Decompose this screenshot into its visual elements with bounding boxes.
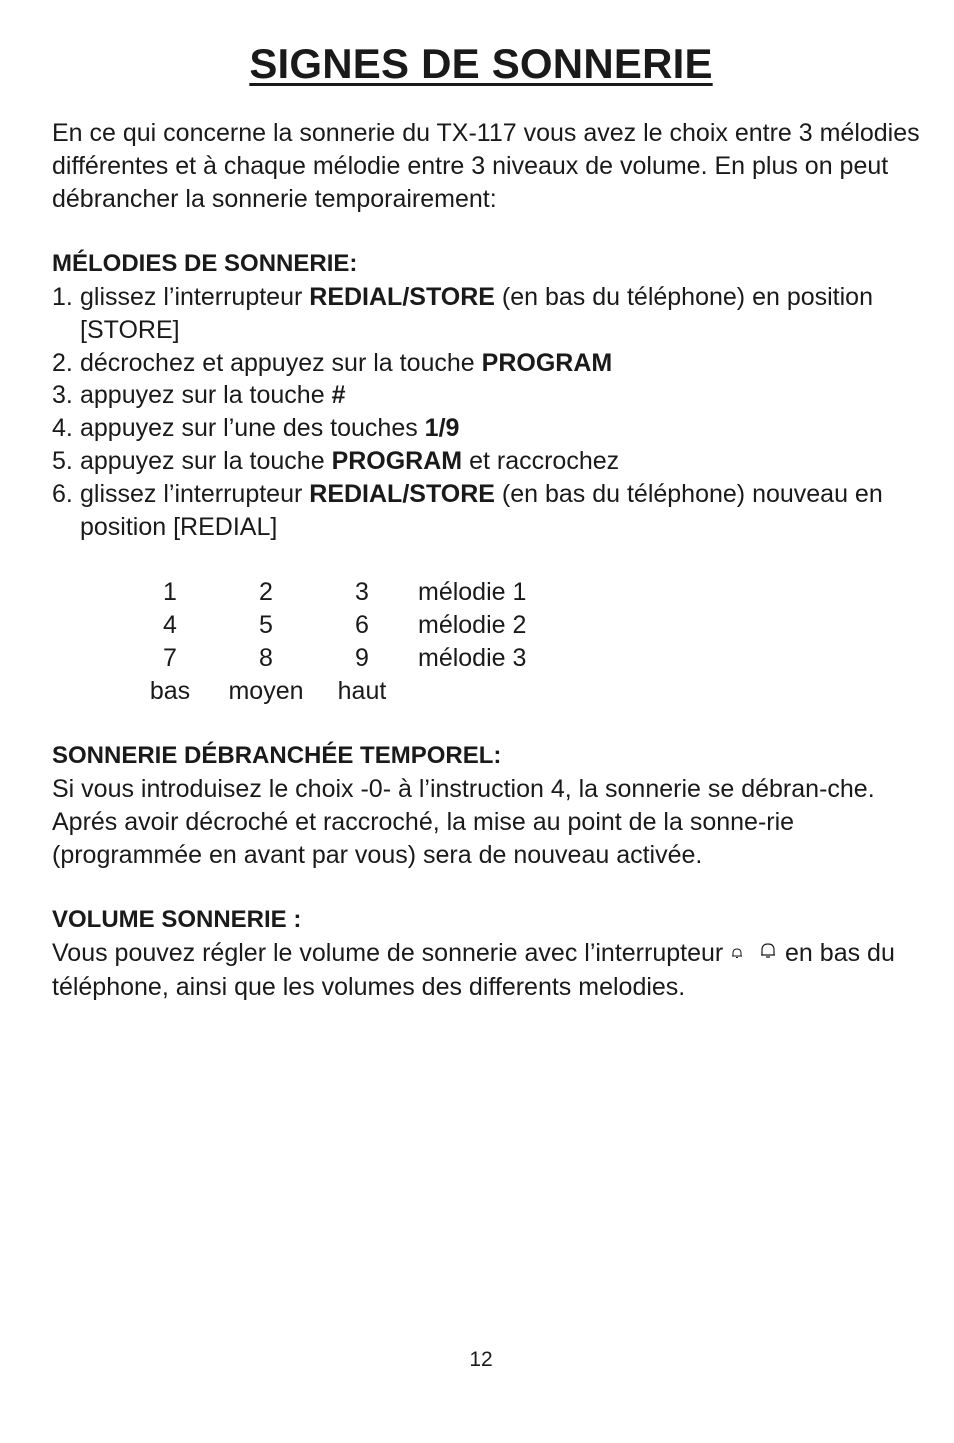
volume-heading: VOLUME SONNERIE : [52,906,302,934]
melodies-heading: MÉLODIES DE SONNERIE: [52,250,358,278]
step-key: PROGRAM [331,446,463,475]
key-cell: 8 [259,643,273,672]
step-text: glissez l’interrupteur [80,479,310,508]
key-cell: 7 [163,643,177,672]
step-text: et raccrochez [462,446,620,475]
volume-paragraph [52,937,922,1004]
step-number: 4. [52,414,73,443]
melodies-steps [52,281,922,543]
volume-text-after: en bas du téléphone, ainsi que les volumes des differents melodies. [52,938,895,1001]
key-cell: 4 [163,610,177,639]
key-cell: 1 [163,578,177,607]
melody-key-table [122,576,526,707]
page-title: SIGNES DE SONNERIE [249,40,713,87]
step-number: 2. [52,348,73,377]
step-item [52,445,922,478]
melody-label: mélodie 2 [418,610,527,639]
step-number: 5. [52,446,73,475]
key-cell: 6 [355,610,369,639]
step-number: 1. [52,282,73,311]
key-cell: 5 [259,610,273,639]
step-item [52,347,922,380]
step-key: PROGRAM [481,348,613,377]
table-row [122,642,526,675]
temporel-heading: SONNERIE DÉBRANCHÉE TEMPOREL: [52,742,502,770]
step-text: appuyez sur la touche [80,446,332,475]
page-number: 12 [469,1348,493,1371]
table-row [122,576,526,609]
step-item [52,281,922,347]
volume-label-moyen: moyen [228,676,304,705]
step-text: appuyez sur l’une des touches [80,414,425,443]
page-content [52,117,922,1004]
step-text: décrochez et appuyez sur la touche [80,348,482,377]
step-text: (en bas du téléphone) nouveau en position [REDIAL] [80,479,883,541]
step-text: appuyez sur la touche [80,381,332,410]
key-cell: 3 [355,578,369,607]
intro-paragraph: En ce qui concerne la sonnerie du TX-117 vous avez le choix entre 3 mélodies différentes et à chaque mélodie entre 3 niveaux de volume. En plus on peut débrancher la sonnerie temporairement: [52,119,920,213]
volume-text-before: Vous pouvez régler le volume de sonnerie avec l’interrupteur [52,938,724,967]
step-item [52,379,922,412]
melody-label: mélodie 1 [418,578,527,607]
bell-large-icon [758,936,778,969]
step-key: 1/9 [424,414,460,443]
step-item [52,412,922,445]
step-number: 3. [52,381,73,410]
volume-label-haut: haut [337,676,387,705]
step-key: REDIAL/STORE [309,282,495,311]
temporel-paragraph: Si vous introduisez le choix -0- à l’instruction 4, la sonnerie se débran-che. Aprés avoir décroché et raccroché, la mise au point de la sonne-rie (programmée en avant par vous) sera de nouveau activée. [52,774,875,869]
melody-label: mélodie 3 [418,643,527,672]
key-cell: 9 [355,643,369,672]
step-key: REDIAL/STORE [309,479,495,508]
key-cell: 2 [259,578,273,607]
step-number: 6. [52,479,73,508]
bell-small-icon [730,936,744,969]
step-item [52,478,922,544]
step-key: # [331,381,346,410]
table-row [122,609,526,642]
table-row [122,675,526,708]
volume-label-bas: bas [149,676,191,705]
step-text: glissez l’interrupteur [80,282,310,311]
step-text: (en bas du téléphone) en position [STORE] [80,282,873,344]
